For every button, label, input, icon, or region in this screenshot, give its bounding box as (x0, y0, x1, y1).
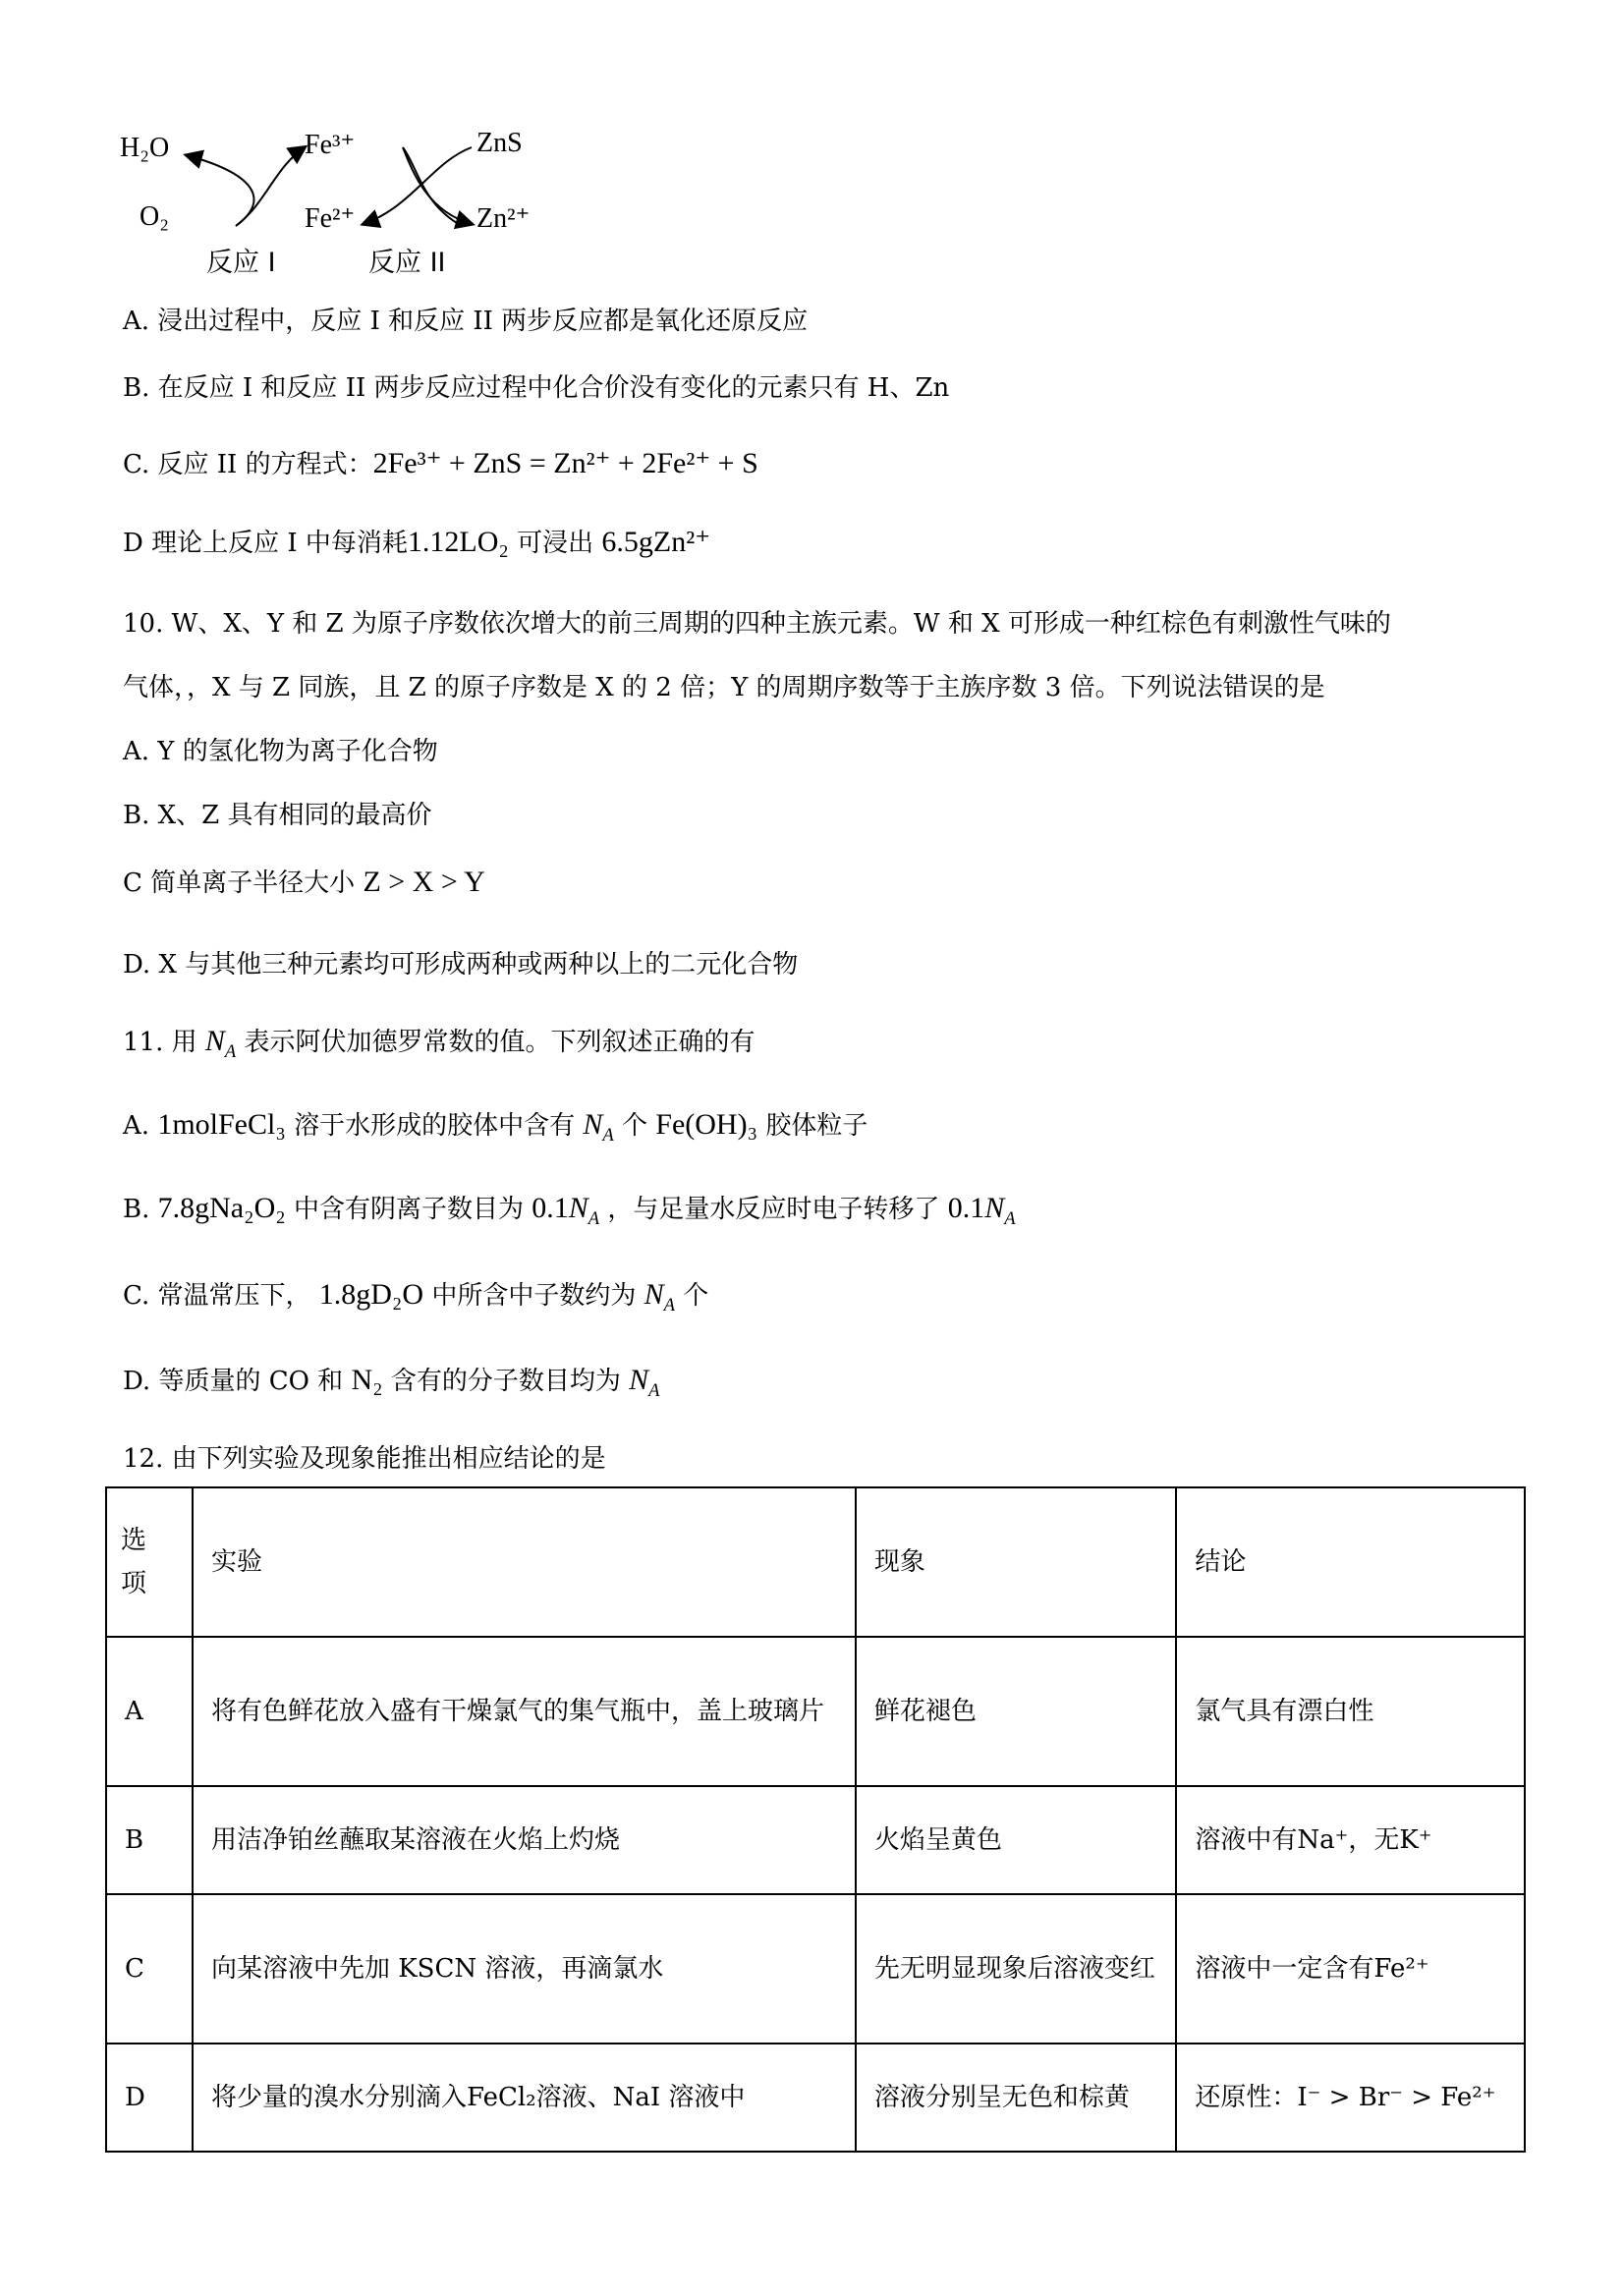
row-b-experiment: 用洁净铂丝蘸取某溶液在火焰上灼烧 (193, 1786, 856, 1894)
q11-a-chem2: Fe(OH)₃ (655, 1108, 758, 1141)
row-d-phenomenon: 溶液分别呈无色和棕黄 (856, 2044, 1177, 2152)
q11-b-na2 (984, 1192, 1016, 1229)
table-row (106, 1894, 1525, 2044)
row-a-experiment: 将有色鲜花放入盛有干燥氯气的集气瓶中，盖上玻璃片 (193, 1637, 856, 1786)
q10-stem-line2: 气体，，X 与 Z 同族，且 Z 的原子序数是 X 的 2 倍；Y 的周期序数等于主族序数 3 倍。下列说法错误的是 (123, 673, 1325, 702)
row-d-experiment: 将少量的溴水分别滴入FeCl₂溶液、NaI 溶液中 (193, 2044, 856, 2152)
q9-option-c-equation: 2Fe³⁺ + ZnS = Zn²⁺ + 2Fe²⁺ + S (372, 447, 758, 479)
q9-option-b: B. 在反应 I 和反应 II 两步反应过程中化合价没有变化的元素只有 H、Zn (123, 373, 950, 403)
q11-option-b (123, 1189, 1016, 1229)
diagram-label-reaction-2: 反应 II (368, 248, 446, 278)
row-d-conclusion: 还原性：I⁻ > Br⁻ > Fe²⁺ (1176, 2044, 1525, 2152)
q11-a-post: 胶体粒子 (765, 1111, 868, 1141)
q11-d-na (629, 1364, 660, 1401)
table-row (106, 2044, 1525, 2152)
diagram-fe2: Fe²⁺ (305, 203, 356, 234)
header-phenomenon: 现象 (856, 1487, 1177, 1637)
q11-option-c (123, 1275, 708, 1316)
q11-b-mid: 中含有阴离子数目为 (293, 1195, 524, 1224)
q10-option-c-label: C 简单离子半径大小 (123, 868, 356, 898)
q11-b-na (568, 1192, 600, 1229)
q11-stem-na-sub: A (224, 1041, 237, 1062)
q11-a-na-sub: A (602, 1125, 614, 1146)
row-c-option: C (106, 1894, 193, 2044)
q11-d-chem: N₂ (351, 1364, 383, 1396)
q11-b-mid2: ，与足量水反应时电子转移了 (607, 1195, 940, 1224)
row-b-phenomenon: 火焰呈黄色 (856, 1786, 1177, 1894)
q11-b-na-sub: A (588, 1208, 600, 1229)
q11-stem-na (204, 1025, 237, 1062)
diagram-fe3: Fe³⁺ (305, 130, 356, 160)
diagram-label-reaction-1: 反应 I (206, 248, 276, 278)
q11-d-na-sub: A (648, 1380, 660, 1401)
table-row (106, 1637, 1525, 1786)
row-a-phenomenon: 鲜花褪色 (856, 1637, 1177, 1786)
q11-a-na (583, 1108, 614, 1146)
q11-stem-na-symbol: N (204, 1025, 225, 1057)
q9-option-d-volume: 1.12LO₂ (407, 526, 509, 558)
q11-b-value: 0.1 (532, 1192, 569, 1224)
header-option-text: 选项 (121, 1526, 147, 1598)
q11-a-mid: 溶于水形成的胶体中含有 (294, 1111, 576, 1141)
table-header-row (106, 1487, 1525, 1637)
header-conclusion: 结论 (1176, 1487, 1525, 1637)
q10-option-d: D. X 与其他三种元素均可形成两种或两种以上的二元化合物 (123, 950, 799, 980)
row-a-option: A (106, 1637, 193, 1786)
reaction-diagram (118, 118, 550, 290)
q10-option-b: B. X、Z 具有相同的最高价 (123, 801, 432, 830)
q11-stem (123, 1022, 756, 1062)
q9-option-d (123, 523, 710, 563)
row-c-phenomenon: 先无明显现象后溶液变红 (856, 1894, 1177, 2044)
q11-b-value2: 0.1 (947, 1192, 985, 1224)
q9-option-d-mass: 6.5gZn²⁺ (601, 526, 711, 558)
q11-c-na-sub: A (663, 1295, 675, 1316)
q11-c-label: C. 常温常压下， (123, 1281, 311, 1311)
q11-a-chem: 1molFeCl₃ (157, 1108, 286, 1141)
q11-b-na2-symbol: N (984, 1192, 1005, 1224)
row-b-conclusion: 溶液中有Na⁺，无K⁺ (1176, 1786, 1525, 1894)
q9-option-a: A. 浸出过程中，反应 I 和反应 II 两步反应都是氧化还原反应 (123, 307, 809, 336)
q11-d-na-symbol: N (629, 1364, 649, 1396)
q11-stem-pre: 11. 用 (123, 1028, 197, 1057)
q11-b-na2-sub: A (1004, 1208, 1016, 1229)
q11-c-na-symbol: N (644, 1278, 664, 1311)
header-option (106, 1487, 193, 1637)
q10-option-a: A. Y 的氢化物为离子化合物 (123, 737, 438, 766)
q11-c-na (644, 1278, 675, 1316)
q11-d-label: D. 等质量的 CO 和 (123, 1367, 344, 1396)
q9-option-d-mid: 可浸出 (517, 529, 594, 558)
row-a-conclusion: 氯气具有漂白性 (1176, 1637, 1525, 1786)
header-experiment: 实验 (193, 1487, 856, 1637)
q11-d-mid: 含有的分子数目均为 (390, 1367, 621, 1396)
row-d-option: D (106, 2044, 193, 2152)
row-b-option: B (106, 1786, 193, 1894)
row-c-conclusion: 溶液中一定含有Fe²⁺ (1176, 1894, 1525, 2044)
q11-a-mid2: 个 (621, 1111, 647, 1141)
table-row (106, 1786, 1525, 1894)
q11-b-label: B. (123, 1195, 150, 1224)
q9-option-d-label: D 理论上反应 I 中每消耗 (123, 529, 408, 558)
diagram-o2: O₂ (140, 201, 169, 232)
q11-c-post: 个 (683, 1281, 709, 1311)
experiment-table (105, 1486, 1526, 2153)
q10-option-c-inequality: Z > X > Y (363, 866, 485, 898)
q11-c-mid: 中所含中子数约为 (431, 1281, 637, 1311)
q11-stem-post: 表示阿伏加德罗常数的值。下列叙述正确的有 (244, 1028, 756, 1057)
q12-stem: 12. 由下列实验及现象能推出相应结论的是 (123, 1444, 606, 1474)
diagram-zn2: Zn²⁺ (476, 203, 531, 234)
q11-option-a (123, 1105, 867, 1146)
q11-a-na-symbol: N (583, 1108, 603, 1141)
q10-stem-line1: 10. W、X、Y 和 Z 为原子序数依次增大的前三周期的四种主族元素。W 和 X 可形成一种红棕色有刺激性气味的 (123, 609, 1391, 639)
q11-option-d (123, 1361, 660, 1401)
q11-b-chem: 7.8gNa₂O₂ (157, 1192, 286, 1224)
q11-c-chem: 1.8gD₂O (318, 1278, 424, 1311)
diagram-zns: ZnS (476, 128, 523, 158)
q9-option-c (123, 444, 758, 484)
q10-option-c (123, 863, 485, 903)
row-c-experiment: 向某溶液中先加 KSCN 溶液，再滴氯水 (193, 1894, 856, 2044)
q11-a-label: A. (123, 1111, 150, 1141)
q11-b-na-symbol: N (568, 1192, 588, 1224)
q9-option-c-label: C. 反应 II 的方程式： (123, 450, 373, 479)
diagram-h2o: H₂O (120, 133, 170, 163)
